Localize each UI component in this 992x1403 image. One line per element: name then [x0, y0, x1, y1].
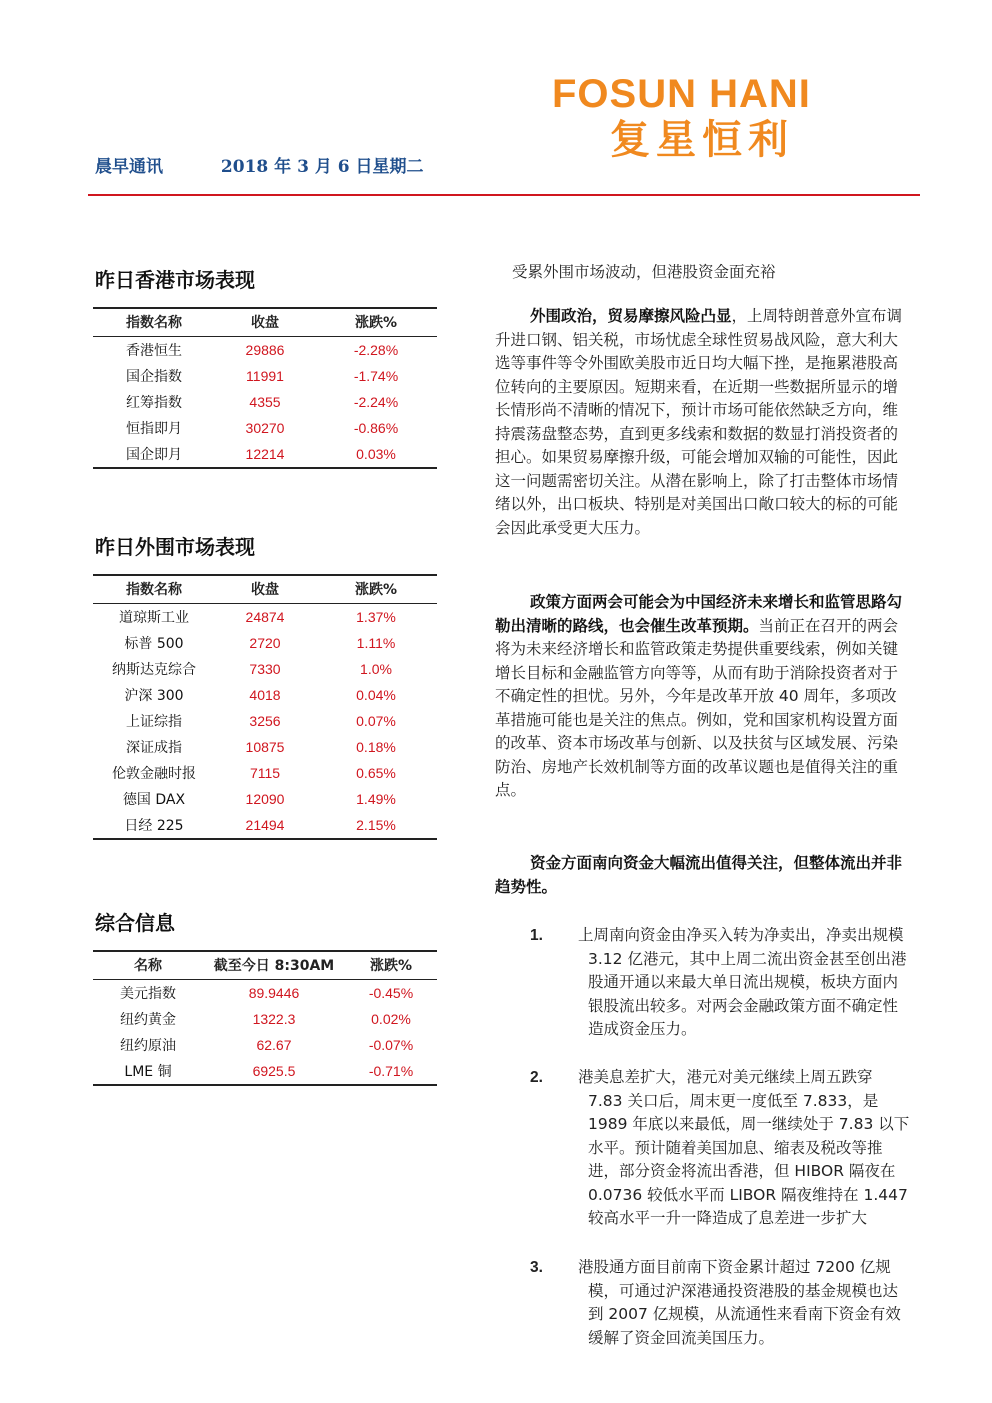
global-market-table	[93, 574, 437, 840]
change-value: 1.11%	[356, 635, 396, 651]
change-value: 0.07%	[356, 713, 396, 729]
item-name: 纽约黄金	[120, 1012, 176, 1028]
change-value: -2.28%	[353, 342, 399, 358]
item-name: 美元指数	[120, 986, 176, 1002]
change-value: -0.07%	[368, 1037, 414, 1053]
price-value: 6925.5	[203, 1058, 345, 1085]
paragraph-lead: 资金方面南向资金大幅流出值得关注，但整体流出并非趋势性。	[495, 854, 903, 896]
table-row	[93, 389, 437, 415]
index-name: 纳斯达克综合	[112, 662, 196, 678]
hk-market-table	[93, 307, 437, 469]
change-value: 1.0%	[360, 661, 392, 677]
close-value: 3256	[249, 713, 281, 729]
close-value: 29886	[245, 342, 285, 358]
change-value: 0.65%	[356, 765, 396, 781]
list-text: 上周南向资金由净买入转为净卖出，净卖出规模 3.12 亿港元，其中上周二流出资金甚至创出港股通开通以来最大单日流出规模，板块方面内银股流出较多。对两会金融政策方面不确定性造成资金压力。	[578, 926, 907, 1038]
col-header-close: 收盘	[215, 575, 315, 604]
item-name: 纽约原油	[120, 1038, 176, 1054]
table-row	[93, 708, 437, 734]
list-number: 3.	[530, 1259, 543, 1276]
change-value: 0.18%	[356, 739, 396, 755]
newsletter-date: 2018 年 3 月 6 日星期二	[220, 157, 424, 177]
table-header-row	[93, 575, 437, 604]
list-text: 港美息差扩大，港元对美元继续上周五跌穿 7.83 关口后，周末更一度低至 7.833，是 1989 年底以来最低，周一继续处于 7.83 以下水平。预计随着美国加息、缩表及税改等推进，部分资金将流出香港，但 HIBOR 隔夜在 0.0736 较低水平而 LIBOR 隔夜维持在 1.447 较高水平一升一降造成了息差进一步扩大	[578, 1068, 910, 1227]
company-logo	[552, 72, 862, 164]
col-header-change: 涨跌%	[315, 308, 437, 337]
article-subtitle: 受累外围市场波动，但港股资金面充裕	[512, 263, 776, 281]
change-value: 0.02%	[371, 1011, 411, 1027]
change-value: 1.37%	[356, 609, 396, 625]
table-row	[93, 734, 437, 760]
close-value: 12090	[245, 791, 285, 807]
close-value: 2720	[249, 635, 281, 651]
list-number: 2.	[530, 1069, 543, 1086]
close-value: 30270	[245, 420, 285, 436]
paragraph-body: ，上周特朗普意外宣布调升进口钢、铝关税，市场忧虑全球性贸易战风险，意大利大选等事件等令外围欧美股市近日均大幅下挫，是拖累港股高位转向的主要原因。短期来看，在近期一些数据所显示的增长情形尚不清晰的情况下，预计市场可能依然缺乏方向，维持震荡盘整态势，直到更多线索和数据的数显打消投资者的担心。如果贸易摩擦升级，可能会增加双输的可能性，因此这一问题需密切关注。从潜在影响上，除了打击整体市场情绪以外，出口板块、特别是对美国出口敞口较大的标的可能会因此承受更大压力。	[495, 307, 903, 537]
table-row	[93, 786, 437, 812]
index-name: 红筹指数	[126, 395, 182, 411]
table-header-row	[93, 308, 437, 337]
close-value: 24874	[245, 609, 285, 625]
close-value: 4018	[249, 687, 281, 703]
newsletter-title: 晨早通讯	[95, 157, 163, 177]
change-value: -1.74%	[353, 368, 399, 384]
close-value: 12214	[215, 441, 315, 468]
change-value: -0.86%	[353, 420, 399, 436]
index-name: 德国 DAX	[122, 792, 186, 808]
table-row	[93, 656, 437, 682]
col-header-name: 指数名称	[93, 308, 215, 337]
change-value: 1.49%	[356, 791, 396, 807]
header-divider	[88, 194, 920, 196]
index-name: 伦敦金融时报	[112, 766, 196, 782]
price-value: 89.9446	[248, 985, 300, 1001]
paragraph-lead: 政策方面两会可能会为中国经济未来增长和监管思路勾勒出清晰的路线，也会催生改革预期。	[495, 593, 903, 635]
close-value: 21494	[215, 812, 315, 839]
table-row	[93, 812, 437, 839]
paragraph-capital-flow	[495, 852, 911, 899]
misc-section-title: 综合信息	[95, 911, 175, 935]
list-item	[530, 924, 910, 1042]
close-value: 11991	[246, 368, 284, 384]
paragraph-external-politics	[495, 305, 911, 540]
price-value: 62.67	[256, 1037, 292, 1053]
col-header-price: 截至今日 8:30AM	[203, 951, 345, 980]
item-name: LME 铜	[93, 1058, 203, 1085]
price-value: 1322.3	[252, 1011, 296, 1027]
index-name: 道琼斯工业	[119, 610, 189, 626]
list-text: 港股通方面目前南下资金累计超过 7200 亿规模，可通过沪深港通投资港股的基金规模也达到 2007 亿规模，从流通性来看南下资金有效缓解了资金回流美国压力。	[578, 1258, 901, 1347]
table-row	[93, 980, 437, 1007]
change-value: 0.03%	[315, 441, 437, 468]
table-row	[93, 337, 437, 364]
index-name: 沪深 300	[124, 688, 184, 704]
change-value: 0.04%	[356, 687, 396, 703]
col-header-change: 涨跌%	[315, 575, 437, 604]
table-row	[93, 604, 437, 631]
list-item	[530, 1256, 910, 1350]
table-row	[93, 760, 437, 786]
close-value: 7115	[249, 765, 281, 781]
col-header-change: 涨跌%	[345, 951, 437, 980]
index-name: 深证成指	[126, 740, 182, 756]
close-value: 7330	[249, 661, 281, 677]
index-name: 上证综指	[126, 714, 182, 730]
hk-section-title: 昨日香港市场表现	[95, 268, 255, 292]
table-row	[93, 1032, 437, 1058]
table-row	[93, 682, 437, 708]
change-value: -2.24%	[353, 394, 399, 410]
newsletter-header	[95, 152, 424, 177]
change-value: 2.15%	[315, 812, 437, 839]
table-header-row	[93, 951, 437, 980]
logo-english: FOSUN HANI	[552, 72, 811, 116]
misc-info-table	[93, 950, 437, 1086]
change-value: -0.45%	[368, 985, 414, 1001]
col-header-name: 名称	[93, 951, 203, 980]
close-value: 4355	[249, 394, 281, 410]
table-row	[93, 415, 437, 441]
list-number: 1.	[530, 927, 543, 944]
logo-chinese: 复星恒利	[610, 117, 794, 163]
table-row	[93, 363, 437, 389]
index-name: 标普 500	[124, 636, 184, 652]
index-name: 国企即月	[93, 441, 215, 468]
index-name: 香港恒生	[126, 343, 182, 359]
table-row	[93, 1058, 437, 1085]
table-row	[93, 441, 437, 468]
table-row	[93, 630, 437, 656]
col-header-close: 收盘	[215, 308, 315, 337]
paragraph-policy	[495, 591, 911, 803]
paragraph-lead: 外围政治，贸易摩擦风险凸显	[530, 307, 732, 325]
table-row	[93, 1006, 437, 1032]
index-name: 日经 225	[93, 812, 215, 839]
list-item	[530, 1066, 910, 1231]
global-section-title: 昨日外围市场表现	[95, 535, 255, 559]
paragraph-body: 当前正在召开的两会将为未来经济增长和监管政策走势提供重要线索，例如关键增长目标和金融监管方向等等，从而有助于消除投资者对于不确定性的担忧。另外，今年是改革开放 40 周年，多项改革措施可能也是关注的焦点。例如，党和国家机构设置方面的改革、资本市场改革与创新、以及扶贫与区域发展、污染防治、房地产长效机制等方面的改革议题也是值得关注的重点。	[495, 616, 899, 799]
change-value: -0.71%	[345, 1058, 437, 1085]
index-name: 恒指即月	[126, 421, 182, 437]
index-name: 国企指数	[126, 369, 182, 385]
close-value: 10875	[245, 739, 285, 755]
col-header-name: 指数名称	[93, 575, 215, 604]
